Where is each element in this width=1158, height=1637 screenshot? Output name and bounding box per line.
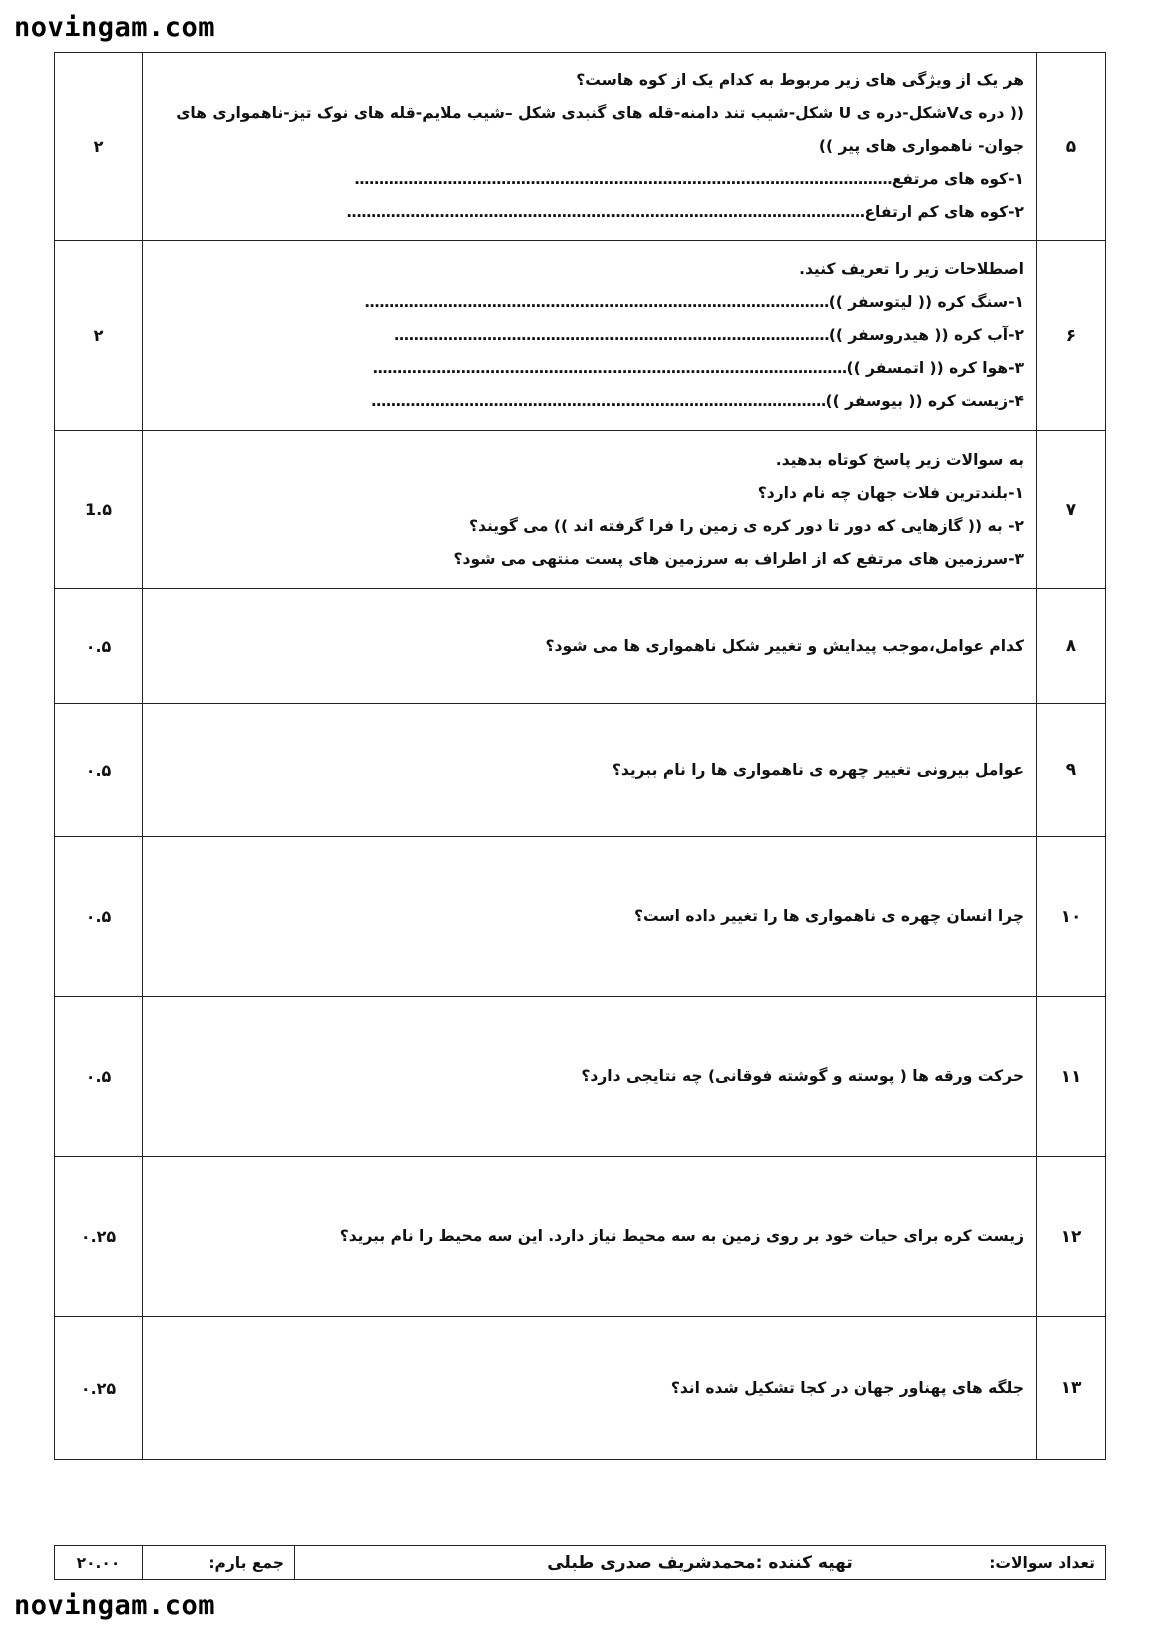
- question-text: [143, 1317, 1037, 1460]
- answer-dots[interactable]: ..............................................................................................................: [354, 170, 892, 188]
- answer-prompt: ۴-زیست کره (( بیوسفر )): [825, 392, 1024, 410]
- question-number: ۷: [1037, 431, 1106, 589]
- question-number: ۶: [1037, 241, 1106, 431]
- question-text: [143, 241, 1037, 431]
- answer-line: [157, 319, 1024, 352]
- answer-prompt: ۱-سنگ کره (( لیتوسفر )): [828, 293, 1024, 311]
- answer-line: [157, 286, 1024, 319]
- total-score-label: جمع بارم:: [143, 1546, 295, 1580]
- question-row: [55, 53, 1106, 241]
- question-text: [143, 589, 1037, 704]
- answer-dots[interactable]: .............................................................................................: [370, 392, 826, 410]
- question-number: ۹: [1037, 704, 1106, 837]
- answer-line: [157, 163, 1024, 196]
- question-score: ۰.۵: [55, 837, 143, 997]
- question-text: [143, 704, 1037, 837]
- question-row: [55, 241, 1106, 431]
- exam-footer: [54, 1545, 1106, 1580]
- question-number: ۱۳: [1037, 1317, 1106, 1460]
- question-count-label: تعداد سوالات:: [989, 1554, 1095, 1572]
- question-line: (( دره یVشکل-دره ی U شکل-شیب تند دامنه-قله های گنبدی شکل –شیب ملایم-قله های نوک تیز-ناهمواری های جوان- ناهمواری های پیر )): [176, 104, 1024, 155]
- question-line: زیست کره برای حیات خود بر روی زمین به سه محیط نیاز دارد. این سه محیط را نام ببرید؟: [339, 1227, 1024, 1245]
- question-row: [55, 1317, 1106, 1460]
- exam-table: [54, 52, 1106, 1460]
- question-row: [55, 431, 1106, 589]
- question-line: ۱-بلندترین فلات جهان چه نام دارد؟: [757, 483, 1024, 502]
- answer-dots[interactable]: .........................................................................................: [393, 326, 829, 344]
- answer-line: [157, 352, 1024, 385]
- question-score: ۰.۵: [55, 704, 143, 837]
- question-line: عوامل بیرونی تغییر چهره ی ناهمواری ها را نام ببرید؟: [611, 760, 1024, 779]
- question-score: ۲: [55, 53, 143, 241]
- answer-prompt: ۲-کوه های کم ارتفاع: [864, 203, 1024, 221]
- question-line: اصطلاحات زیر را تعریف کنید.: [799, 260, 1024, 278]
- question-text: [143, 431, 1037, 589]
- question-number: ۱۱: [1037, 997, 1106, 1157]
- question-line: ۳-سرزمین های مرتفع که از اطراف به سرزمین های پست منتهی می شود؟: [453, 549, 1024, 568]
- question-row: [55, 837, 1106, 997]
- answer-line: [157, 385, 1024, 418]
- question-number: ۱۲: [1037, 1157, 1106, 1317]
- question-number: ۸: [1037, 589, 1106, 704]
- question-score: ۰.۲۵: [55, 1317, 143, 1460]
- question-text: [143, 53, 1037, 241]
- footer-info: [295, 1546, 1106, 1580]
- watermark-top: novingam.com: [14, 12, 216, 43]
- question-score: ۰.۵: [55, 589, 143, 704]
- question-score: ۰.۵: [55, 997, 143, 1157]
- question-score: ۲: [55, 241, 143, 431]
- question-row: [55, 589, 1106, 704]
- question-line: چرا انسان چهره ی ناهمواری ها را تغییر داده است؟: [634, 907, 1024, 925]
- answer-dots[interactable]: ...............................................................................................: [364, 293, 829, 311]
- question-line: کدام عوامل،موجب پیدایش و تغییر شکل ناهمواری ها می شود؟: [545, 636, 1024, 655]
- question-row: [55, 1157, 1106, 1317]
- watermark-bottom: novingam.com: [14, 1590, 216, 1621]
- question-line: ۲- به (( گازهایی که دور تا دور کره ی زمین را فرا گرفته اند )) می گویند؟: [469, 516, 1024, 535]
- question-text: [143, 837, 1037, 997]
- question-score: 1.۵: [55, 431, 143, 589]
- question-line: حرکت ورقه ها ( پوسته و گوشته فوقانی) چه نتایجی دارد؟: [581, 1067, 1024, 1085]
- answer-dots[interactable]: ..........................................................................................................: [346, 203, 865, 221]
- question-text: [143, 1157, 1037, 1317]
- answer-prompt: ۱-کوه های مرتفع: [891, 170, 1024, 188]
- answer-line: [157, 196, 1024, 229]
- question-score: ۰.۲۵: [55, 1157, 143, 1317]
- answer-dots[interactable]: .................................................................................................: [372, 359, 847, 377]
- author-name: تهیه کننده :محمدشریف صدری طبلی: [547, 1552, 853, 1573]
- question-number: ۵: [1037, 53, 1106, 241]
- question-row: [55, 704, 1106, 837]
- question-number: ۱۰: [1037, 837, 1106, 997]
- question-row: [55, 997, 1106, 1157]
- answer-prompt: ۳-هوا کره (( اتمسفر )): [846, 359, 1024, 377]
- question-line: هر یک از ویژگی های زیر مربوط به کدام یک از کوه هاست؟: [576, 71, 1024, 89]
- question-text: [143, 997, 1037, 1157]
- question-line: به سوالات زیر پاسخ کوتاه بدهید.: [775, 450, 1024, 469]
- answer-prompt: ۲-آب کره (( هیدروسفر )): [828, 326, 1024, 344]
- total-score-value: ۲۰.۰۰: [55, 1546, 143, 1580]
- question-line: جلگه های پهناور جهان در کجا تشکیل شده اند؟: [670, 1378, 1024, 1397]
